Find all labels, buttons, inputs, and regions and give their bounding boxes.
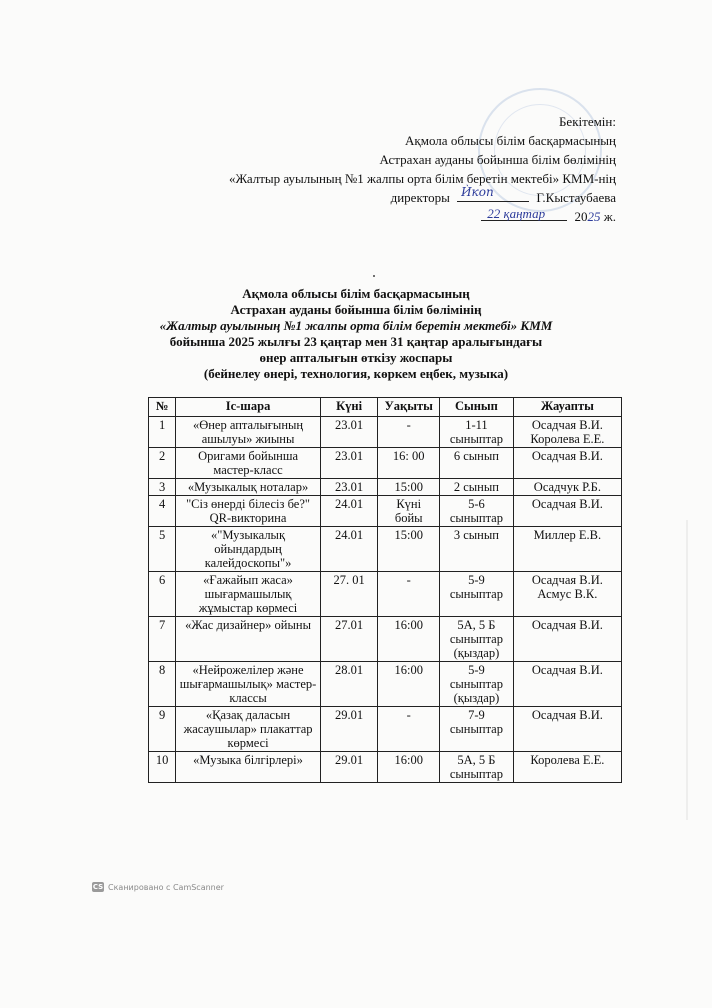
heading-line-2: Астрахан ауданы бойынша білім бөлімінің xyxy=(230,302,482,317)
year-handwritten: 25 xyxy=(587,209,601,224)
row-day: 27.01 xyxy=(320,617,378,662)
row-time: - xyxy=(378,707,440,752)
row-class: 5-6 сыныптар xyxy=(440,496,514,527)
row-day: 23.01 xyxy=(320,448,378,479)
row-number: 9 xyxy=(149,707,176,752)
heading-line-5: өнер апталығын өткізу жоспары xyxy=(259,350,453,365)
row-day: 29.01 xyxy=(320,752,378,783)
row-event: «Өнер апталығының ашылуы» жиыны xyxy=(176,417,321,448)
approval-line-3: «Жалтыр ауылының №1 жалпы орта білім беретін мектебі» КММ-нің xyxy=(229,171,616,186)
row-event: «Ғажайып жаса» шығармашылық жұмыстар көрмесі xyxy=(176,572,321,617)
row-responsible: Осадчая В.И. Королева Е.Е. xyxy=(513,417,621,448)
year-prefix: 20 xyxy=(574,209,588,224)
row-class: 6 сынып xyxy=(440,448,514,479)
row-day: 23.01 xyxy=(320,479,378,496)
signature: Ѝкоп xyxy=(461,185,494,199)
row-event: «Қазақ даласын жасаушылар» плакаттар көрмесі xyxy=(176,707,321,752)
header-number: № xyxy=(149,398,176,417)
heading-line-6: (бейнелеу өнері, технология, көркем еңбек, музыка) xyxy=(203,366,509,381)
scanner-text: Сканировано с CamScanner xyxy=(108,882,224,892)
row-time: Күні бойы xyxy=(378,496,440,527)
row-number: 10 xyxy=(149,752,176,783)
header-time: Уақыты xyxy=(378,398,440,417)
row-event: Оригами бойынша мастер-класс xyxy=(176,448,321,479)
document-heading xyxy=(90,286,622,382)
signature-line xyxy=(457,185,529,202)
director-line xyxy=(229,185,616,207)
scanner-watermark xyxy=(92,882,224,892)
heading-line-3: «Жалтыр ауылының №1 жалпы орта білім беретін мектебі» КММ xyxy=(159,318,553,333)
row-time: 16:00 xyxy=(378,752,440,783)
row-time: 15:00 xyxy=(378,527,440,572)
date-handwritten: 22 қаңтар xyxy=(487,206,546,221)
row-class: 1-11 сыныптар xyxy=(440,417,514,448)
row-responsible: Осадчая В.И. xyxy=(513,617,621,662)
row-number: 8 xyxy=(149,662,176,707)
table-header-row xyxy=(149,398,622,417)
scan-edge-shadow xyxy=(686,520,688,820)
row-number: 4 xyxy=(149,496,176,527)
row-responsible: Осадчая В.И. xyxy=(513,662,621,707)
row-event: «Музыкалық ноталар» xyxy=(176,479,321,496)
row-responsible: Осадчая В.И. xyxy=(513,496,621,527)
table-row xyxy=(149,417,622,448)
director-label: директоры xyxy=(390,190,450,205)
table-row xyxy=(149,752,622,783)
row-class: 2 сынып xyxy=(440,479,514,496)
row-responsible: Миллер Е.В. xyxy=(513,527,621,572)
row-time: 16: 00 xyxy=(378,448,440,479)
row-class: 5-9 сыныптар (қыздар) xyxy=(440,662,514,707)
row-day: 24.01 xyxy=(320,527,378,572)
row-event: «Жас дизайнер» ойыны xyxy=(176,617,321,662)
row-class: 5-9 сыныптар xyxy=(440,572,514,617)
row-number: 1 xyxy=(149,417,176,448)
row-time: 16:00 xyxy=(378,662,440,707)
header-day: Күні xyxy=(320,398,378,417)
row-event: "Сіз өнерді білесіз бе?" QR-викторина xyxy=(176,496,321,527)
row-class: 5А, 5 Б сыныптар xyxy=(440,752,514,783)
table-row xyxy=(149,527,622,572)
table-row xyxy=(149,572,622,617)
row-time: 16:00 xyxy=(378,617,440,662)
row-day: 29.01 xyxy=(320,707,378,752)
table-row xyxy=(149,479,622,496)
row-number: 6 xyxy=(149,572,176,617)
header-responsible: Жауапты xyxy=(513,398,621,417)
row-day: 28.01 xyxy=(320,662,378,707)
row-day: 24.01 xyxy=(320,496,378,527)
row-responsible: Осадчук Р.Б. xyxy=(513,479,621,496)
heading-line-1: Ақмола облысы білім басқармасының xyxy=(242,286,470,301)
stray-dot xyxy=(373,275,375,277)
date-line xyxy=(481,208,567,221)
director-name: Г.Кыстаубаева xyxy=(536,190,616,205)
row-responsible: Осадчая В.И. xyxy=(513,448,621,479)
year-suffix: ж. xyxy=(603,209,616,224)
heading-line-4: бойынша 2025 жылғы 23 қаңтар мен 31 қаңтар аралығындағы xyxy=(169,334,543,349)
approval-line-1: Ақмола облысы білім басқармасының xyxy=(405,133,616,148)
table-row xyxy=(149,448,622,479)
row-event: «"Музыкалық ойындардың калейдоскопы"» xyxy=(176,527,321,572)
row-number: 3 xyxy=(149,479,176,496)
row-class: 3 сынып xyxy=(440,527,514,572)
approval-title: Бекітемін: xyxy=(558,114,616,129)
row-time: - xyxy=(378,572,440,617)
approval-block xyxy=(229,112,616,226)
header-event: Іс-шара xyxy=(176,398,321,417)
row-time: 15:00 xyxy=(378,479,440,496)
header-class: Сынып xyxy=(440,398,514,417)
row-class: 7-9 сыныптар xyxy=(440,707,514,752)
table-row xyxy=(149,707,622,752)
row-number: 7 xyxy=(149,617,176,662)
row-event: «Музыка білгірлері» xyxy=(176,752,321,783)
row-responsible: Осадчая В.И. xyxy=(513,707,621,752)
plan-table xyxy=(148,397,622,783)
approval-line-2: Астрахан ауданы бойынша білім бөлімінің xyxy=(379,152,616,167)
table-row xyxy=(149,496,622,527)
row-day: 27. 01 xyxy=(320,572,378,617)
row-responsible: Осадчая В.И. Асмус В.К. xyxy=(513,572,621,617)
table-row xyxy=(149,617,622,662)
row-number: 2 xyxy=(149,448,176,479)
row-event: «Нейрожелілер және шығармашылық» мастер-классы xyxy=(176,662,321,707)
table-row xyxy=(149,662,622,707)
camscanner-logo-icon: CS xyxy=(92,883,104,891)
row-day: 23.01 xyxy=(320,417,378,448)
approval-date xyxy=(229,207,616,226)
row-responsible: Королева Е.Е. xyxy=(513,752,621,783)
row-time: - xyxy=(378,417,440,448)
row-number: 5 xyxy=(149,527,176,572)
row-class: 5А, 5 Б сыныптар (қыздар) xyxy=(440,617,514,662)
